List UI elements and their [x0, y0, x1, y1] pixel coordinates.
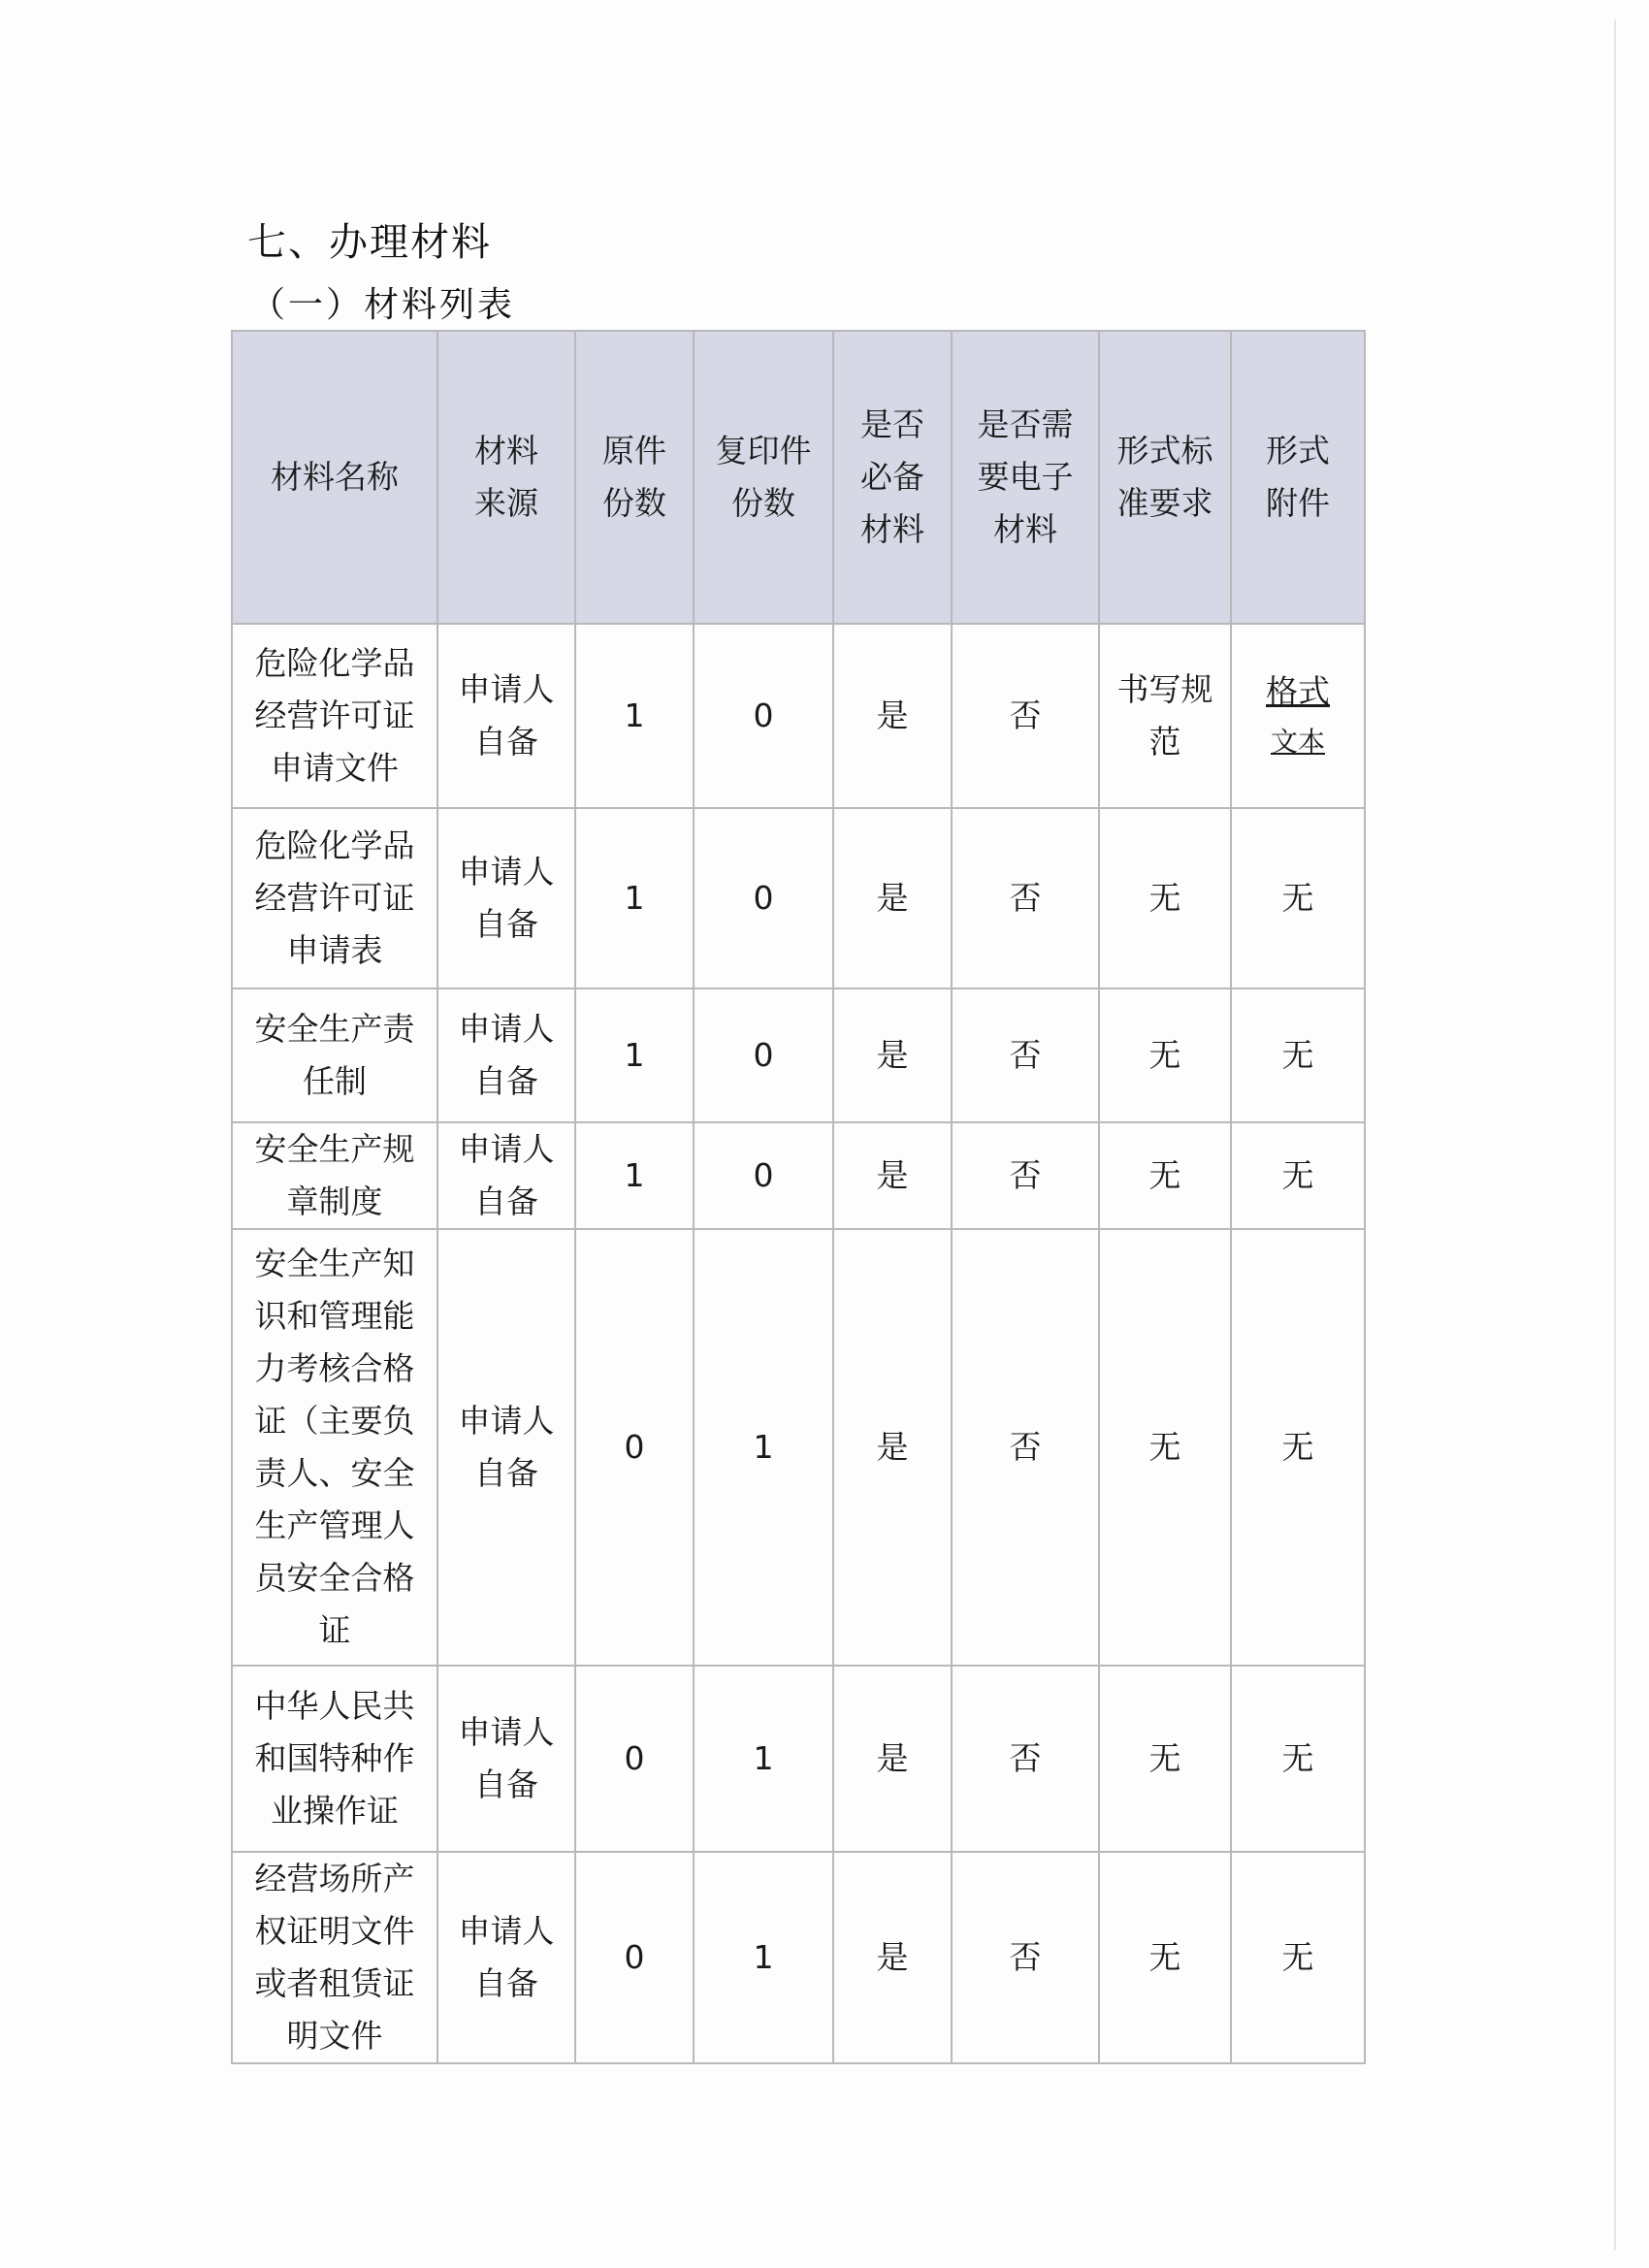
original-count-cell: 1	[575, 988, 694, 1122]
copy-count-cell: 0	[694, 1122, 833, 1229]
material-name-line: 识和管理能	[254, 1297, 415, 1335]
format-attachment-line: 无	[1281, 1036, 1314, 1074]
section-title: 七、办理材料	[247, 220, 492, 265]
table-row	[232, 1229, 1365, 1666]
header-required-line: 是否	[860, 405, 924, 443]
original-count-cell: 1	[575, 1122, 694, 1229]
material-name-line: 证（主要负	[254, 1402, 415, 1440]
material-source-line: 自备	[474, 1964, 538, 2002]
material-source-line: 申请人	[458, 1713, 555, 1751]
material-source-line: 申请人	[458, 1130, 555, 1168]
format-standard-cell	[1099, 1122, 1231, 1229]
material-source-cell	[437, 1122, 575, 1229]
material-name-line: 力考核合格	[254, 1349, 415, 1387]
format-standard-cell	[1099, 808, 1231, 988]
electronic-cell: 否	[952, 1122, 1099, 1229]
original-count-cell: 1	[575, 624, 694, 808]
electronic-cell: 否	[952, 988, 1099, 1122]
copy-count-cell: 1	[694, 1852, 833, 2063]
table-row	[232, 1852, 1365, 2063]
required-cell: 是	[833, 1229, 952, 1666]
header-material-source-line: 来源	[474, 484, 538, 522]
format-attachment-cell	[1231, 808, 1365, 988]
header-original-count-line: 份数	[602, 484, 666, 522]
format-attachment-line: 无	[1281, 879, 1314, 917]
header-required-line: 材料	[860, 510, 924, 548]
material-name-line: 证	[318, 1611, 351, 1649]
format-standard-line: 书写规	[1116, 670, 1213, 708]
material-name-line: 生产管理人	[254, 1507, 415, 1544]
copy-count-cell: 0	[694, 808, 833, 988]
electronic-cell: 否	[952, 808, 1099, 988]
header-copy-count-line: 份数	[731, 484, 795, 522]
table-body	[232, 624, 1365, 2063]
format-attachment-line: 无	[1281, 1156, 1314, 1194]
header-material-source	[437, 331, 575, 624]
material-name-line: 申请文件	[271, 749, 399, 787]
original-count-cell: 1	[575, 808, 694, 988]
copy-count-cell: 0	[694, 988, 833, 1122]
material-name-line: 业操作证	[271, 1792, 399, 1830]
material-source-line: 自备	[474, 1766, 538, 1803]
format-standard-cell	[1099, 1229, 1231, 1666]
required-cell: 是	[833, 1852, 952, 2063]
header-copy-count-line: 复印件	[715, 432, 812, 470]
material-name-cell	[232, 1852, 437, 2063]
header-electronic-line: 要电子	[977, 458, 1074, 496]
electronic-cell: 否	[952, 1229, 1099, 1666]
format-attachment-cell	[1231, 1666, 1365, 1852]
table-row	[232, 624, 1365, 808]
material-source-line: 申请人	[458, 670, 555, 708]
material-name-line: 明文件	[286, 2017, 383, 2055]
format-standard-cell	[1099, 988, 1231, 1122]
material-source-line: 自备	[474, 1062, 538, 1100]
copy-count-cell: 1	[694, 1229, 833, 1666]
material-name-line: 申请表	[286, 931, 383, 969]
page-edge	[1614, 19, 1616, 2251]
material-name-cell	[232, 808, 437, 988]
material-name-cell	[232, 624, 437, 808]
format-standard-line: 无	[1148, 1938, 1181, 1976]
format-standard-line: 无	[1148, 879, 1181, 917]
format-standard-line: 无	[1148, 1739, 1181, 1777]
material-source-cell	[437, 1229, 575, 1666]
header-electronic-line: 材料	[993, 510, 1057, 548]
format-standard-line: 无	[1148, 1428, 1181, 1466]
format-attachment-line: 无	[1281, 1739, 1314, 1777]
table-header-row	[232, 331, 1365, 624]
format-attachment-line: 无	[1281, 1938, 1314, 1976]
required-cell: 是	[833, 1122, 952, 1229]
material-name-line: 和国特种作	[254, 1739, 415, 1777]
material-source-cell	[437, 988, 575, 1122]
header-original-count-line: 原件	[602, 432, 666, 470]
material-source-line: 申请人	[458, 1402, 555, 1440]
required-cell: 是	[833, 624, 952, 808]
material-source-cell	[437, 624, 575, 808]
format-standard-cell	[1099, 1666, 1231, 1852]
material-source-line: 自备	[474, 1183, 538, 1220]
header-original-count	[575, 331, 694, 624]
material-name-line: 经营许可证	[254, 697, 415, 734]
material-name-line: 责人、安全	[254, 1454, 415, 1492]
header-material-name-line: 材料名称	[271, 458, 399, 496]
material-source-line: 自备	[474, 723, 538, 761]
material-name-line: 中华人民共	[254, 1687, 415, 1725]
format-standard-cell	[1099, 1852, 1231, 2063]
original-count-cell: 0	[575, 1852, 694, 2063]
header-material-source-line: 材料	[474, 432, 538, 470]
format-attachment-cell	[1231, 624, 1365, 808]
table-row	[232, 1666, 1365, 1852]
format-template-link[interactable]: 格式	[1266, 672, 1330, 710]
format-standard-cell	[1099, 624, 1231, 808]
material-name-line: 安全生产责	[254, 1010, 415, 1048]
material-source-line: 申请人	[458, 1912, 555, 1950]
table-row	[232, 988, 1365, 1122]
copy-count-cell: 1	[694, 1666, 833, 1852]
electronic-cell: 否	[952, 624, 1099, 808]
header-format-standard	[1099, 331, 1231, 624]
format-attachment-cell	[1231, 1852, 1365, 2063]
original-count-cell: 0	[575, 1666, 694, 1852]
format-attachment-cell	[1231, 988, 1365, 1122]
header-copy-count	[694, 331, 833, 624]
material-name-line: 安全生产知	[254, 1245, 415, 1282]
electronic-cell: 否	[952, 1852, 1099, 2063]
format-attachment-cell	[1231, 1122, 1365, 1229]
material-name-line: 经营场所产	[254, 1860, 415, 1897]
material-name-line: 任制	[303, 1062, 367, 1100]
format-attachment-line: 无	[1281, 1428, 1314, 1466]
required-cell: 是	[833, 808, 952, 988]
material-name-cell	[232, 988, 437, 1122]
header-format-standard-line: 准要求	[1116, 484, 1213, 522]
required-cell: 是	[833, 988, 952, 1122]
header-format-attachment	[1231, 331, 1365, 624]
material-name-line: 或者租赁证	[254, 1964, 415, 2002]
format-template-link-sub[interactable]: 文本	[1270, 726, 1325, 758]
material-name-line: 经营许可证	[254, 879, 415, 917]
header-format-attachment-line: 形式	[1266, 432, 1330, 470]
material-name-line: 危险化学品	[254, 826, 415, 864]
format-attachment-cell	[1231, 1229, 1365, 1666]
required-cell: 是	[833, 1666, 952, 1852]
material-source-cell	[437, 1852, 575, 2063]
table-row	[232, 1122, 1365, 1229]
material-name-cell	[232, 1666, 437, 1852]
material-name-line: 安全生产规	[254, 1130, 415, 1168]
original-count-cell: 0	[575, 1229, 694, 1666]
material-name-cell	[232, 1122, 437, 1229]
material-source-line: 申请人	[458, 1010, 555, 1048]
header-format-standard-line: 形式标	[1116, 432, 1213, 470]
subsection-title: （一）材料列表	[250, 285, 516, 325]
material-name-cell	[232, 1229, 437, 1666]
header-material-name	[232, 331, 437, 624]
material-source-line: 自备	[474, 1454, 538, 1492]
header-format-attachment-line: 附件	[1266, 484, 1330, 522]
table-row	[232, 808, 1365, 988]
material-source-cell	[437, 808, 575, 988]
materials-table	[231, 330, 1366, 2064]
material-name-line: 章制度	[286, 1183, 383, 1220]
header-electronic-line: 是否需	[977, 405, 1074, 443]
material-source-cell	[437, 1666, 575, 1852]
material-name-line: 危险化学品	[254, 644, 415, 682]
header-electronic	[952, 331, 1099, 624]
material-name-line: 员安全合格	[254, 1559, 415, 1597]
material-name-line: 权证明文件	[254, 1912, 415, 1950]
material-source-line: 自备	[474, 905, 538, 943]
format-standard-line: 无	[1148, 1156, 1181, 1194]
format-standard-line: 范	[1148, 723, 1181, 761]
header-required-line: 必备	[860, 458, 924, 496]
material-source-line: 申请人	[458, 853, 555, 891]
copy-count-cell: 0	[694, 624, 833, 808]
electronic-cell: 否	[952, 1666, 1099, 1852]
format-standard-line: 无	[1148, 1036, 1181, 1074]
header-required	[833, 331, 952, 624]
